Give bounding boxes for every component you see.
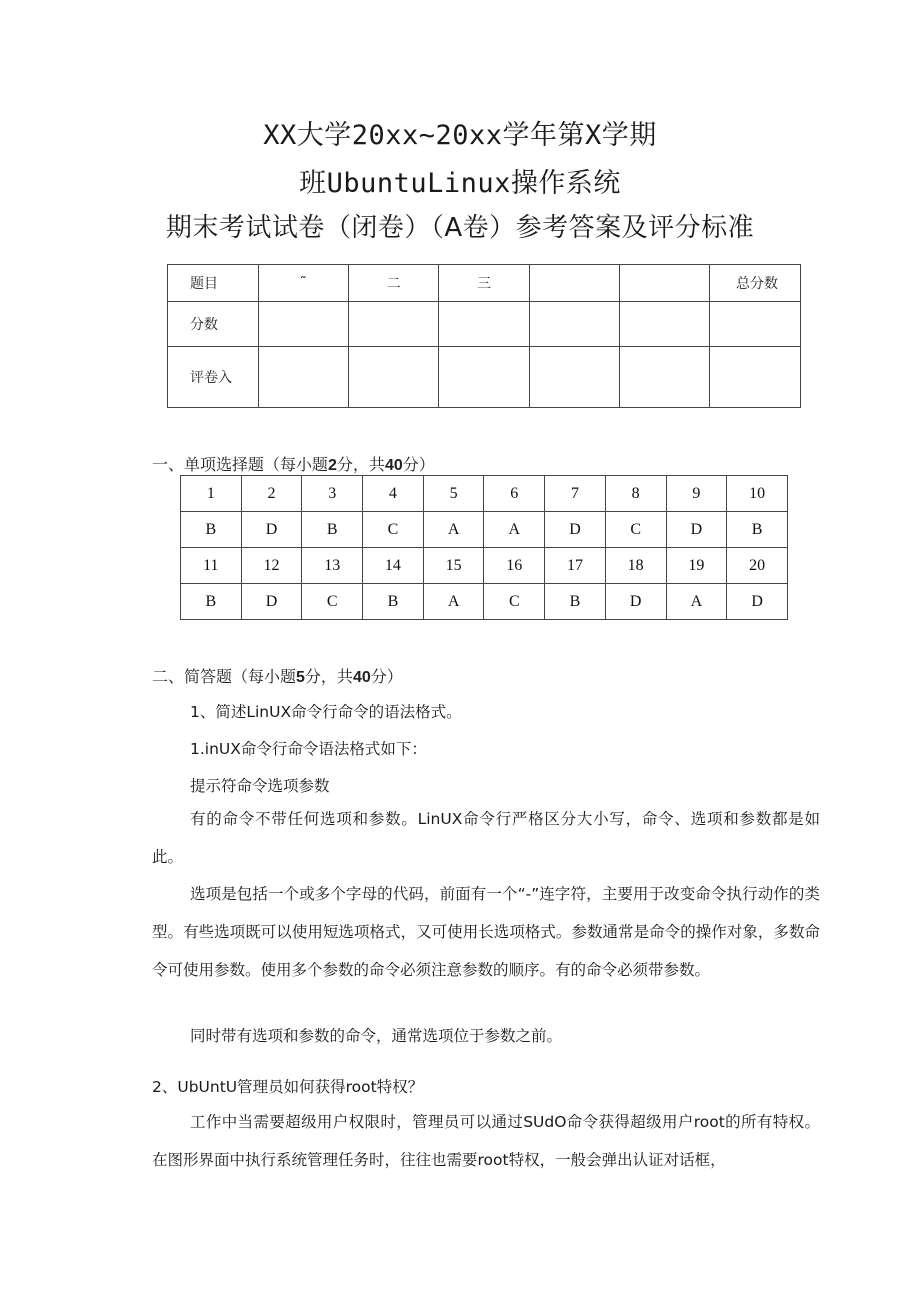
cell-score-label: 分数 xyxy=(168,302,259,347)
answer: C xyxy=(484,584,545,620)
score-field[interactable] xyxy=(258,302,348,347)
question-number-row xyxy=(181,548,788,584)
q-num: 14 xyxy=(363,548,424,584)
question-2: 2、UbUntU管理员如何获得root特权？ xyxy=(152,1078,424,1096)
q-num: 2 xyxy=(241,476,302,512)
answer-1-line2: 提示符命令选项参数 xyxy=(190,777,330,795)
exam-title-line2: 班UbuntuLinux操作系统 xyxy=(299,168,621,199)
q-num: 15 xyxy=(423,548,484,584)
answer: A xyxy=(484,512,545,548)
grader-field[interactable] xyxy=(439,347,529,408)
score-table-header-row xyxy=(168,265,801,302)
question-1: 1、简述LinUX命令行命令的语法格式。 xyxy=(190,703,462,721)
answer: B xyxy=(727,512,788,548)
q-num: 7 xyxy=(545,476,606,512)
score-table-score-row xyxy=(168,302,801,347)
answer-1-paragraph-2: 选项是包括一个或多个字母的代码，前面有一个“-”连字符，主要用于改变命令执行动作的类型。有些选项既可以使用短选项格式，又可使用长选项格式。参数通常是命令的操作对象，多数命令可使用参数。使用多个参数的命令必须注意参数的顺序。有的命令必须带参数。 xyxy=(152,885,820,979)
answer: D xyxy=(545,512,606,548)
answer: D xyxy=(241,584,302,620)
q-num: 1 xyxy=(181,476,242,512)
q-num: 5 xyxy=(423,476,484,512)
grader-field[interactable] xyxy=(710,347,801,408)
cell-section-3: 三 xyxy=(439,265,529,302)
question-number-row xyxy=(181,476,788,512)
q-num: 10 xyxy=(727,476,788,512)
answer-row xyxy=(181,584,788,620)
cell-question-label: 题目 xyxy=(168,265,259,302)
q-num: 20 xyxy=(727,548,788,584)
score-field[interactable] xyxy=(439,302,529,347)
answer-1-paragraph-3: 同时带有选项和参数的命令，通常选项位于参数之前。 xyxy=(190,1027,563,1045)
q-num: 9 xyxy=(666,476,727,512)
q-num: 17 xyxy=(545,548,606,584)
answer: A xyxy=(423,584,484,620)
q-num: 18 xyxy=(605,548,666,584)
answer: B xyxy=(363,584,424,620)
q-num: 8 xyxy=(605,476,666,512)
answer: B xyxy=(302,512,363,548)
answer: C xyxy=(605,512,666,548)
answer-1-paragraph-1: 有的命令不带任何选项和参数。LinUX命令行严格区分大小写，命令、选项和参数都是如此。 xyxy=(152,810,820,866)
answer: A xyxy=(423,512,484,548)
cell-empty xyxy=(529,265,619,302)
q-num: 19 xyxy=(666,548,727,584)
q-num: 13 xyxy=(302,548,363,584)
answer: D xyxy=(727,584,788,620)
grader-field[interactable] xyxy=(348,347,438,408)
answer: D xyxy=(605,584,666,620)
section-1-heading: 一、单项选择题（每小题2分，共40分） xyxy=(152,455,435,474)
q-num: 3 xyxy=(302,476,363,512)
section-2-heading: 二、简答题（每小题5分，共40分） xyxy=(152,667,403,686)
cell-total-label: 总分数 xyxy=(710,265,801,302)
cell-section-2: 二 xyxy=(348,265,438,302)
answer: B xyxy=(545,584,606,620)
answer: C xyxy=(363,512,424,548)
answer: B xyxy=(181,584,242,620)
cell-section-1: ˜ xyxy=(258,265,348,302)
answer: D xyxy=(241,512,302,548)
answer: A xyxy=(666,584,727,620)
score-field[interactable] xyxy=(710,302,801,347)
answer: D xyxy=(666,512,727,548)
answer-row xyxy=(181,512,788,548)
q-num: 11 xyxy=(181,548,242,584)
answer: B xyxy=(181,512,242,548)
score-field[interactable] xyxy=(620,302,710,347)
q-num: 6 xyxy=(484,476,545,512)
score-field[interactable] xyxy=(529,302,619,347)
exam-title-line1: XX大学20xx~20xx学年第X学期 xyxy=(263,120,657,151)
score-table xyxy=(167,264,801,408)
score-table-grader-row xyxy=(168,347,801,408)
exam-title-line3: 期末考试试卷（闭卷）（A卷）参考答案及评分标准 xyxy=(165,213,755,243)
answer-2-paragraph-1: 工作中当需要超级用户权限时，管理员可以通过SUdO命令获得超级用户root的所有特权。在图形界面中执行系统管理任务时，往往也需要root特权，一般会弹出认证对话框， xyxy=(152,1113,820,1169)
grader-field[interactable] xyxy=(529,347,619,408)
cell-grader-label: 评卷入 xyxy=(168,347,259,408)
answer-key-table xyxy=(180,475,788,620)
q-num: 12 xyxy=(241,548,302,584)
answer: C xyxy=(302,584,363,620)
q-num: 16 xyxy=(484,548,545,584)
grader-field[interactable] xyxy=(620,347,710,408)
q-num: 4 xyxy=(363,476,424,512)
grader-field[interactable] xyxy=(258,347,348,408)
score-field[interactable] xyxy=(348,302,438,347)
cell-empty xyxy=(620,265,710,302)
answer-1-line1: 1.inUX命令行命令语法格式如下： xyxy=(190,740,427,758)
